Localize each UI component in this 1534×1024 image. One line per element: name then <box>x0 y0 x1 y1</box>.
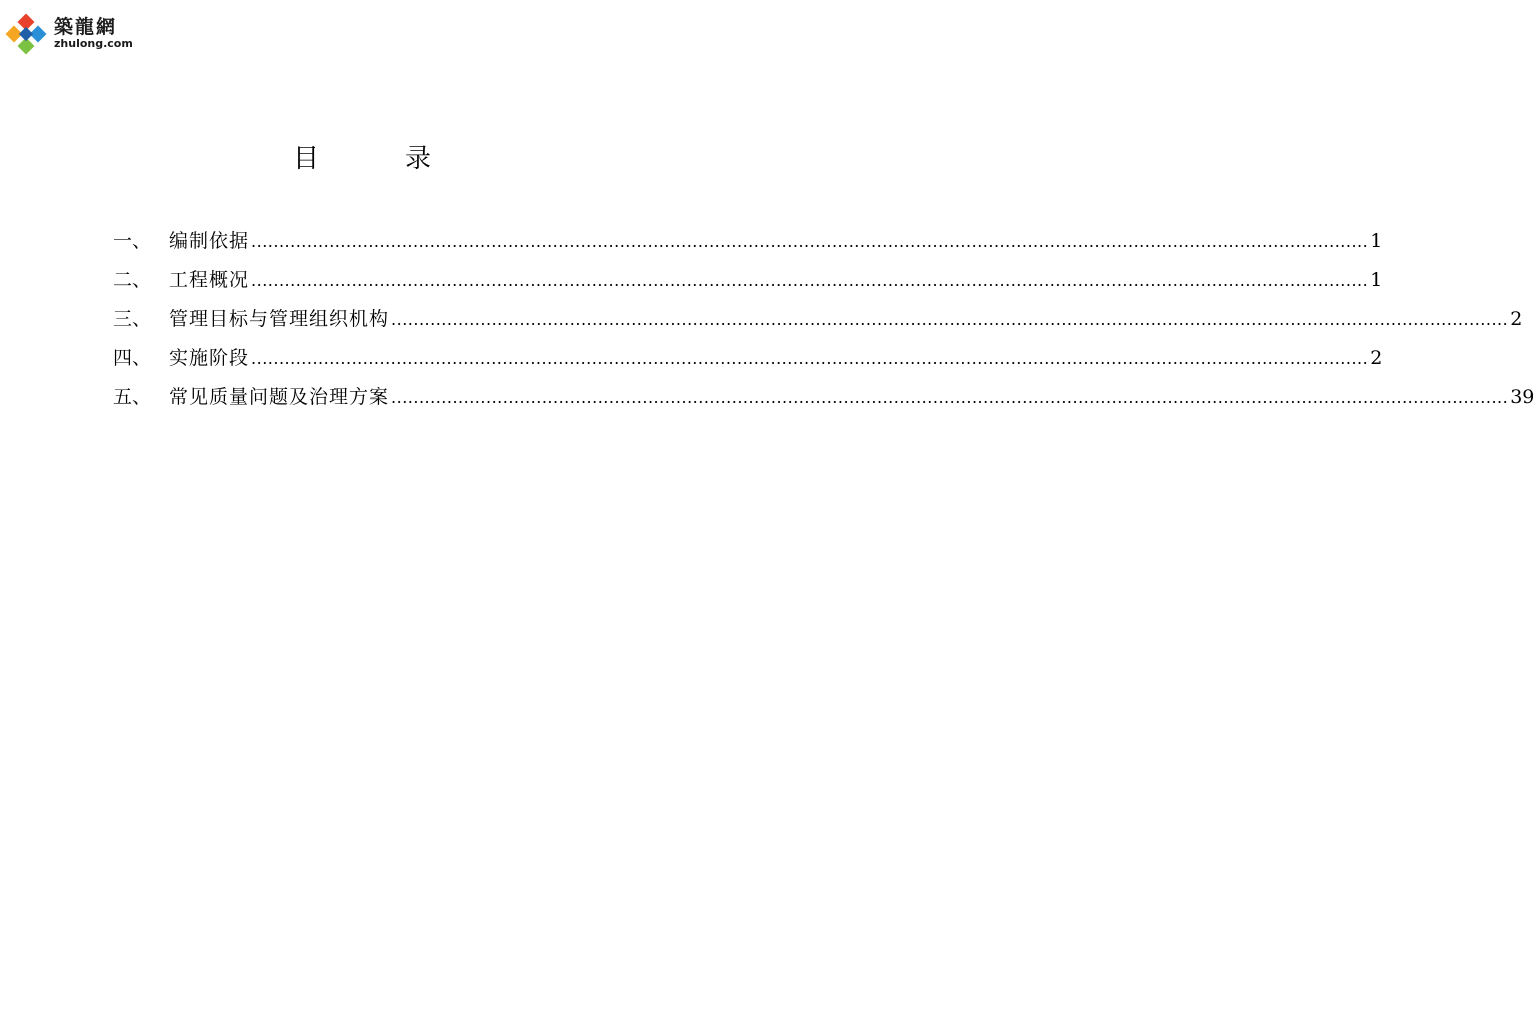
toc-entry-title: 编制依据 <box>169 230 250 252</box>
toc-leader-dots: ........................................................................................................................................................................................................ <box>251 232 1369 251</box>
toc-entry[interactable] <box>113 265 1383 304</box>
toc-entry-number: 三、 <box>113 308 152 330</box>
toc-entry-page: 1 <box>1370 230 1383 252</box>
toc-entry[interactable] <box>113 304 1523 343</box>
toc-leader-dots: ........................................................................................................................................................................................................ <box>391 388 1509 407</box>
toc-entry-title: 实施阶段 <box>169 347 250 369</box>
toc-title-char-1: 目 <box>293 144 320 174</box>
toc-entry[interactable] <box>113 382 1534 421</box>
toc-entry-title: 管理目标与管理组织机构 <box>169 308 390 330</box>
zhulong-logo <box>4 10 154 56</box>
toc-entry-title: 常见质量问题及治理方案 <box>169 386 390 408</box>
toc-leader-dots: ........................................................................................................................................................................................................ <box>251 271 1369 290</box>
toc-entry-title: 工程概况 <box>169 269 250 291</box>
toc-title <box>0 141 724 177</box>
toc-entry-page: 2 <box>1370 347 1383 369</box>
toc-entry-number: 四、 <box>113 347 152 369</box>
toc-entry-page: 2 <box>1510 308 1523 330</box>
table-of-contents <box>113 226 1534 421</box>
toc-entry[interactable] <box>113 343 1383 382</box>
logo-site-url: zhulong.com <box>54 37 133 50</box>
toc-leader-dots: ........................................................................................................................................................................................................ <box>251 349 1369 368</box>
toc-entry-number: 五、 <box>113 386 152 408</box>
toc-entry-page: 1 <box>1370 269 1383 291</box>
zhulong-logo-icon <box>4 14 48 58</box>
toc-entry-number: 二、 <box>113 269 152 291</box>
toc-entry-number: 一、 <box>113 230 152 252</box>
toc-entry-page: 39 <box>1510 386 1534 408</box>
logo-chinese-name: 築龍網 <box>54 16 118 38</box>
toc-title-char-2: 录 <box>405 144 432 174</box>
toc-entry[interactable] <box>113 226 1383 265</box>
toc-leader-dots: ........................................................................................................................................................................................................ <box>391 310 1509 329</box>
